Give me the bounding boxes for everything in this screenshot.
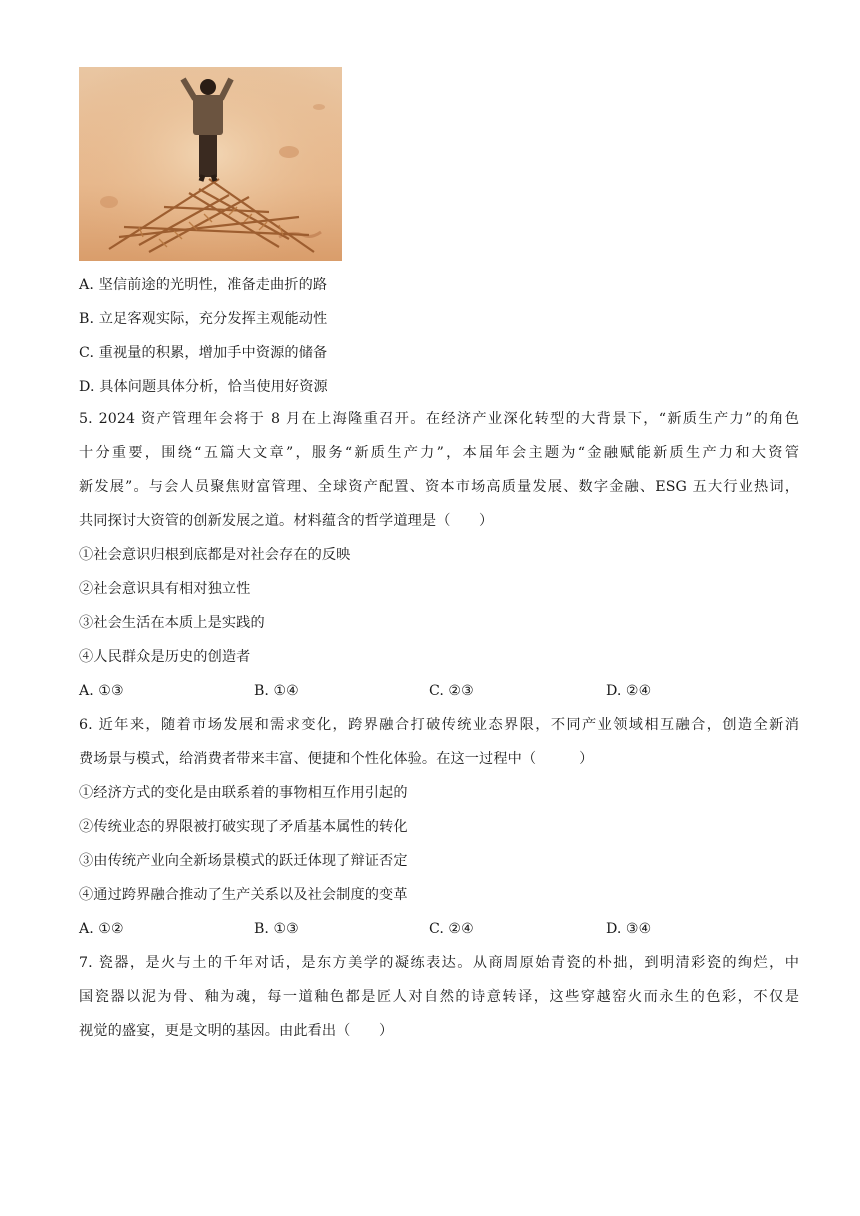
q6-statement-2: ②传统业态的界限被打破实现了矛盾基本属性的转化 <box>79 819 408 835</box>
q6-choices <box>79 919 799 939</box>
q5-stem-line-2: 十分重要，围绕“五篇大文章”，服务“新质生产力”，本届年会主题为“金融赋能新质生产力和大资管 <box>79 445 799 461</box>
q5-choice-a[interactable]: A. ①③ <box>79 683 124 699</box>
q6-statement-1: ①经济方式的变化是由联系着的事物相互作用引起的 <box>79 785 408 801</box>
q5-statement-2: ②社会意识具有相对独立性 <box>79 581 251 597</box>
q5-statement-1: ①社会意识归根到底都是对社会存在的反映 <box>79 547 351 563</box>
q6-choice-a[interactable]: A. ①② <box>79 921 124 937</box>
q7-stem-line-1: 7. 瓷器，是火与土的千年对话，是东方美学的凝练表达。从商周原始青瓷的朴拙，到明清彩瓷的绚烂，中 <box>79 955 799 971</box>
q5-statement-4: ④人民群众是历史的创造者 <box>79 649 251 665</box>
q5-choice-d[interactable]: D. ②④ <box>606 683 652 699</box>
q4-option-c: C. 重视量的积累，增加手中资源的储备 <box>79 345 328 361</box>
q5-choice-b[interactable]: B. ①④ <box>254 683 299 699</box>
q5-stem-line-4: 共同探讨大资管的创新发展之道。材料蕴含的哲学道理是（ ） <box>79 513 494 529</box>
illustration-ladder-wall <box>79 67 342 261</box>
q6-statement-3: ③由传统产业向全新场景模式的跃迁体现了辩证否定 <box>79 853 408 869</box>
q7-stem-line-3: 视觉的盛宴，更是文明的基因。由此看出（ ） <box>79 1023 394 1039</box>
q5-choices <box>79 681 799 701</box>
q4-option-b: B. 立足客观实际，充分发挥主观能动性 <box>79 311 328 327</box>
q4-option-a: A. 坚信前途的光明性，准备走曲折的路 <box>79 277 328 293</box>
q7-stem-line-2: 国瓷器以泥为骨、釉为魂，每一道釉色都是匠人对自然的诗意转译，这些穿越窑火而永生的色彩，不仅是 <box>79 989 799 1005</box>
q5-statement-3: ③社会生活在本质上是实践的 <box>79 615 265 631</box>
ladder-wall-image <box>79 67 342 261</box>
q4-option-d: D. 具体问题具体分析，恰当使用好资源 <box>79 379 328 395</box>
q6-statement-4: ④通过跨界融合推动了生产关系以及社会制度的变革 <box>79 887 408 903</box>
q6-choice-c[interactable]: C. ②④ <box>429 921 474 937</box>
q6-choice-b[interactable]: B. ①③ <box>254 921 299 937</box>
q5-stem-line-1: 5. 2024 资产管理年会将于 8 月在上海隆重召开。在经济产业深化转型的大背景下，“新质生产力”的角色 <box>79 411 799 427</box>
q6-stem-line-1: 6. 近年来，随着市场发展和需求变化，跨界融合打破传统业态界限，不同产业领域相互融合，创造全新消 <box>79 717 799 733</box>
q5-stem-line-3: 新发展”。与会人员聚焦财富管理、全球资产配置、资本市场高质量发展、数字金融、ESG 五大行业热词， <box>79 479 799 495</box>
q5-choice-c[interactable]: C. ②③ <box>429 683 474 699</box>
q6-choice-d[interactable]: D. ③④ <box>606 921 652 937</box>
q6-stem-line-2: 费场景与模式，给消费者带来丰富、便捷和个性化体验。在这一过程中（ ） <box>79 751 594 767</box>
